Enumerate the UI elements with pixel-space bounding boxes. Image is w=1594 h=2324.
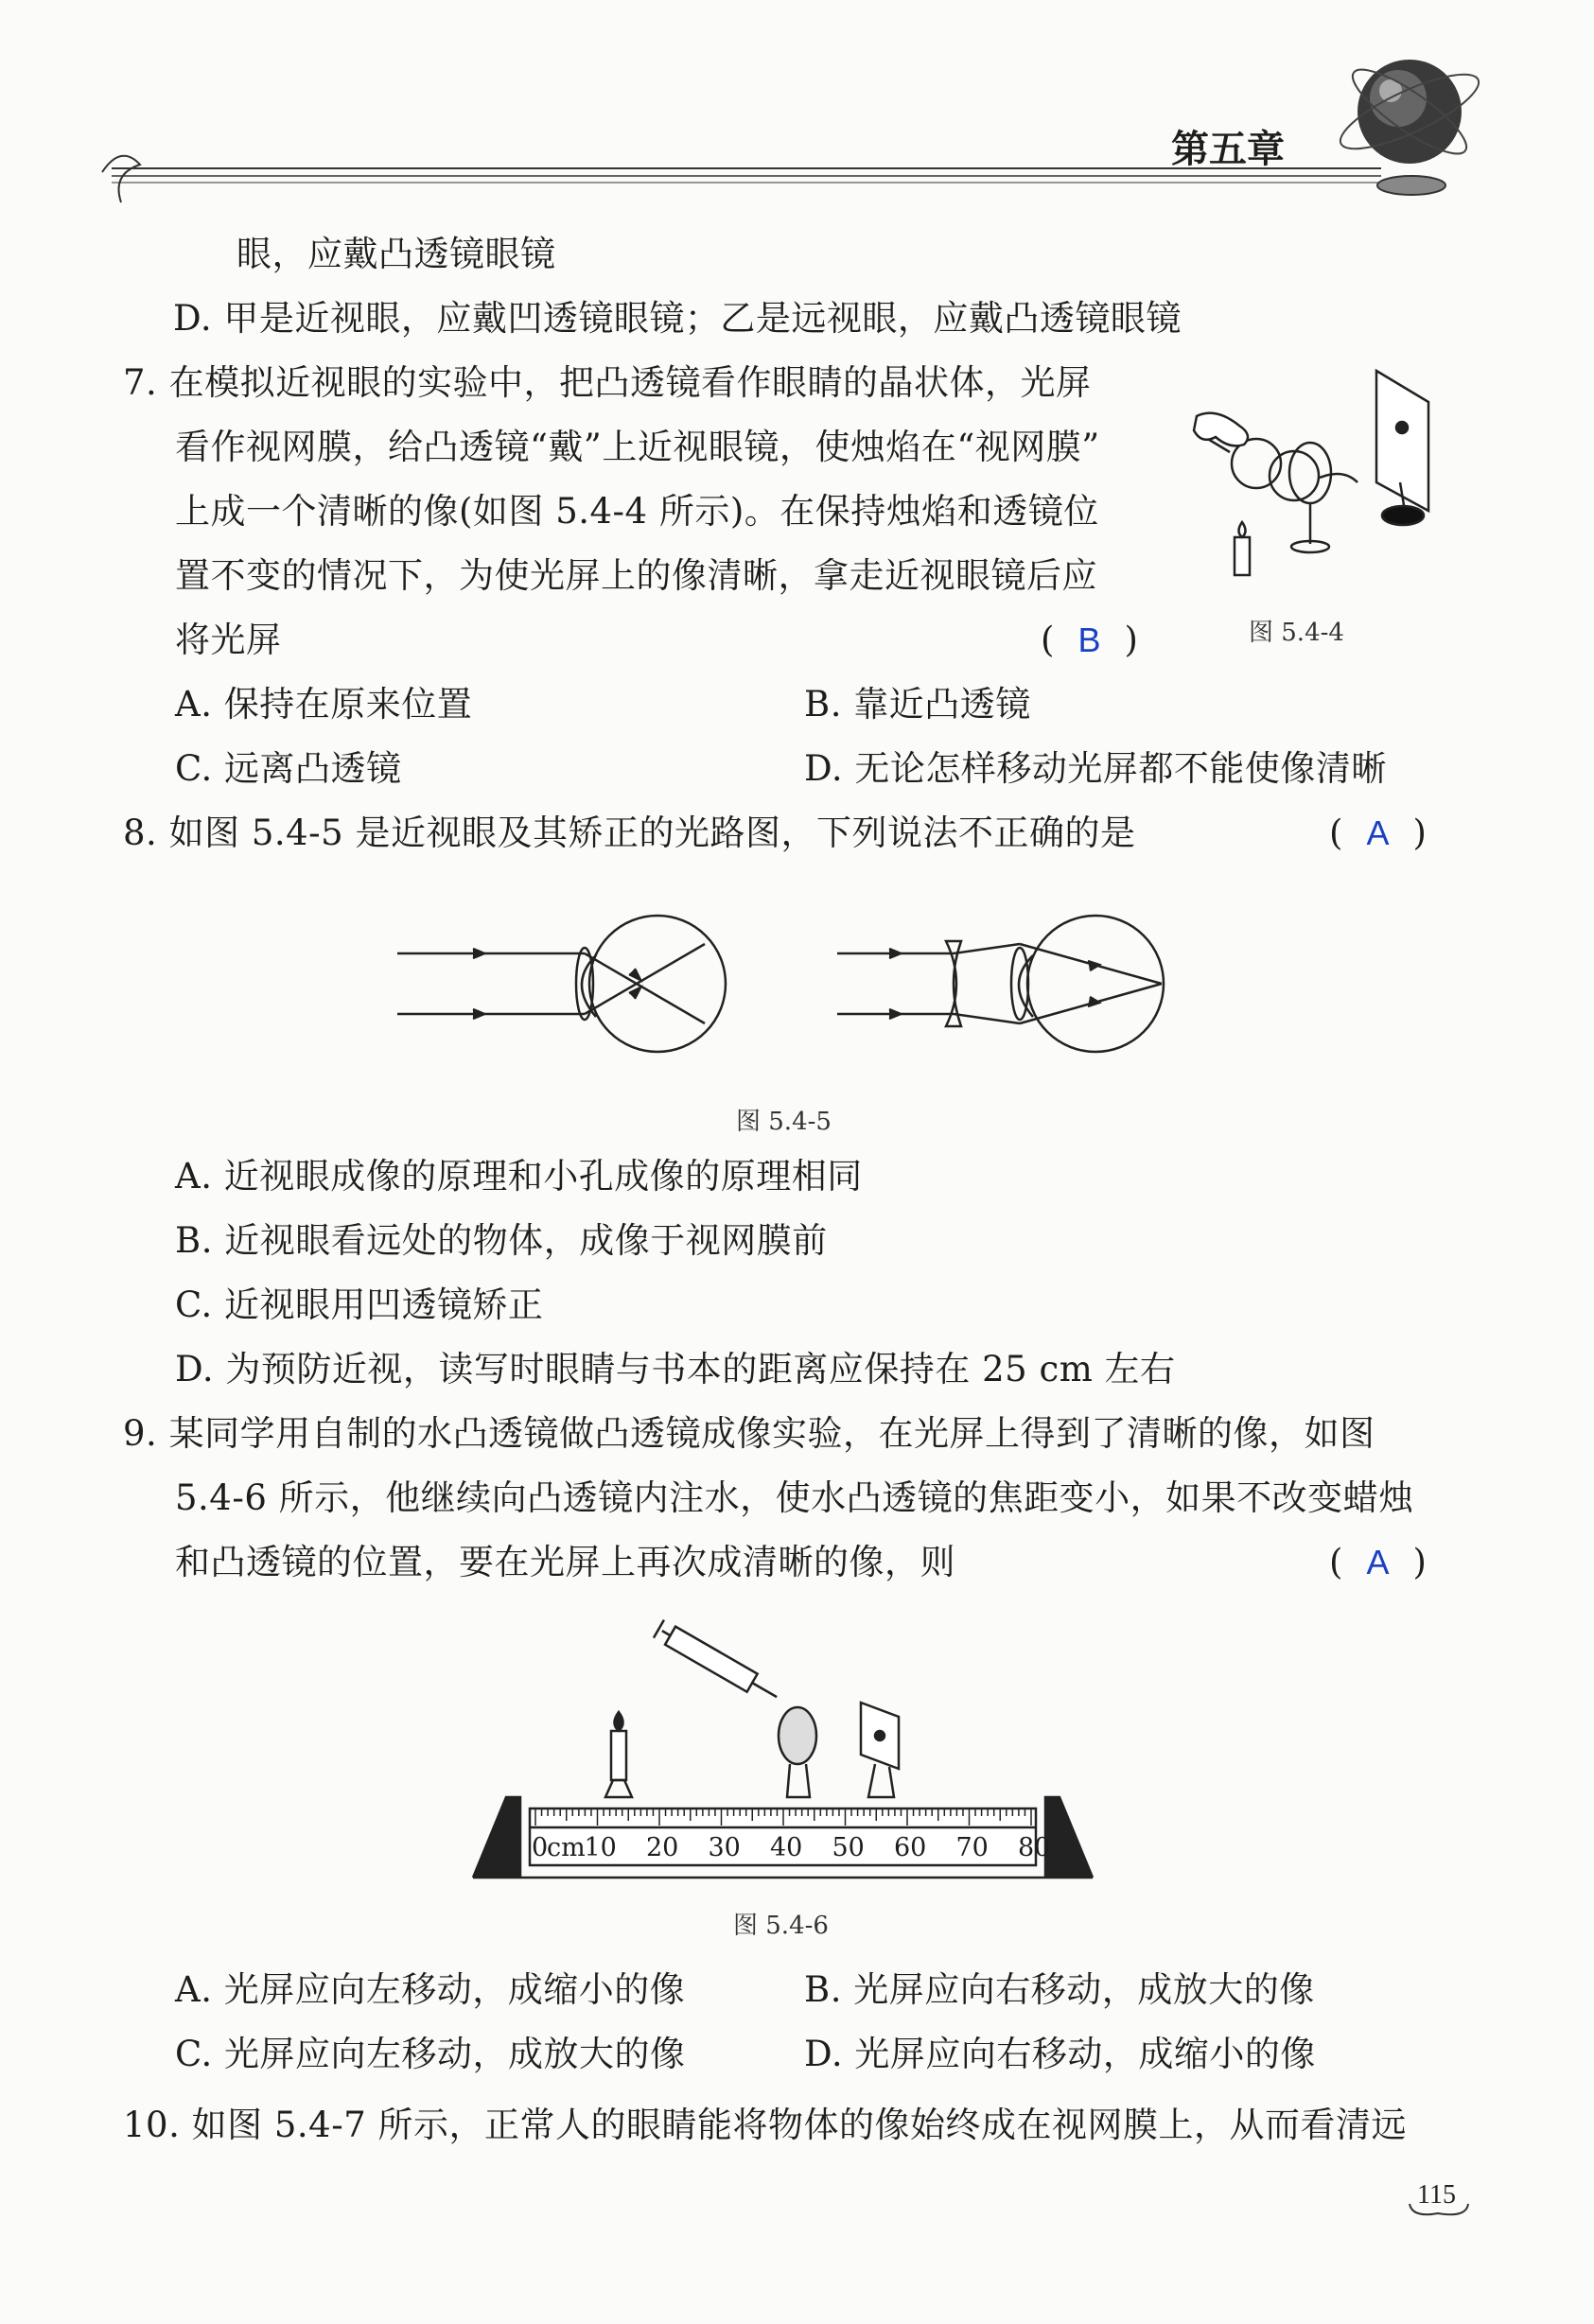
figure-5-4-5-caption: 图 5.4-5 <box>736 1108 832 1136</box>
question-9-option-b: B. 光屏应向右移动，成放大的像 <box>804 1969 1315 2010</box>
question-7-option-d: D. 无论怎样移动光屏都不能使像清晰 <box>804 748 1387 789</box>
question-8-option-d: D. 为预防近视，读写时眼睛与书本的距离应保持在 25 cm 左右 <box>175 1349 1176 1389</box>
question-9-option-a: A. 光屏应向左移动，成缩小的像 <box>175 1969 686 2010</box>
question-7-line-1: 7. 在模拟近视眼的实验中，把凸透镜看作眼睛的晶状体，光屏 <box>123 362 1092 403</box>
ruler-tick-label: 30 <box>708 1833 741 1862</box>
page-number: 115 <box>1417 2180 1456 2210</box>
question-7-line-5: 将光屏 <box>175 620 282 660</box>
question-7-option-b: B. 靠近凸透镜 <box>804 684 1031 725</box>
answer-text: A <box>1366 1543 1390 1581</box>
ruler-unit-label: cm <box>547 1833 586 1862</box>
ruler-tick-label: 60 <box>894 1833 927 1862</box>
figure-5-4-4-caption: 图 5.4-4 <box>1249 619 1344 647</box>
question-9-line-1: 9. 某同学用自制的水凸透镜做凸透镜成像实验，在光屏上得到了清晰的像，如图 <box>123 1413 1375 1454</box>
ruler-tick-label: 0 <box>532 1833 549 1862</box>
question-8-line-1: 8. 如图 5.4-5 是近视眼及其矫正的光路图，下列说法不正确的是 <box>123 813 1136 853</box>
ruler-tick-label: 80 <box>1018 1833 1051 1862</box>
question-8-answer: ( A ) <box>1329 813 1428 853</box>
chapter-title: 第五章 <box>1171 127 1285 171</box>
question-9-option-d: D. 光屏应向右移动，成缩小的像 <box>804 2034 1316 2074</box>
question-9-answer: ( A ) <box>1329 1542 1428 1582</box>
question-7-option-c: C. 远离凸透镜 <box>175 748 402 789</box>
question-7-line-4: 置不变的情况下，为使光屏上的像清晰，拿走近视眼镜后应 <box>175 555 1097 596</box>
question-6-option-d: D. 甲是近视眼，应戴凹透镜眼镜；乙是远视眼，应戴凸透镜眼镜 <box>173 298 1182 339</box>
question-8-option-c: C. 近视眼用凹透镜矫正 <box>175 1284 544 1325</box>
question-10-line-1: 10. 如图 5.4-7 所示，正常人的眼睛能将物体的像始终成在视网膜上，从而看清远 <box>123 2105 1408 2145</box>
answer-text: B <box>1077 620 1101 659</box>
question-8-option-b: B. 近视眼看远处的物体，成像于视网膜前 <box>175 1220 828 1261</box>
answer-text: A <box>1366 813 1390 852</box>
question-9-line-2: 5.4-6 所示，他继续向凸透镜内注水，使水凸透镜的焦距变小，如果不改变蜡烛 <box>175 1477 1414 1518</box>
question-6-continuation: 眼，应戴凸透镜眼镜 <box>236 234 556 274</box>
ruler-tick-label: 70 <box>955 1833 989 1862</box>
question-9-option-c: C. 光屏应向左移动，成放大的像 <box>175 2034 686 2074</box>
ruler-tick-label: 40 <box>770 1833 803 1862</box>
ruler-tick-label: 50 <box>832 1833 865 1862</box>
question-8-option-a: A. 近视眼成像的原理和小孔成像的原理相同 <box>175 1156 863 1197</box>
question-7-line-2: 看作视网膜，给凸透镜“戴”上近视眼镜，使烛焰在“视网膜” <box>175 427 1100 467</box>
question-7-option-a: A. 保持在原来位置 <box>175 684 473 725</box>
question-7-line-3: 上成一个清晰的像(如图 5.4-4 所示)。在保持烛焰和透镜位 <box>175 491 1099 532</box>
question-9-line-3: 和凸透镜的位置，要在光屏上再次成清晰的像，则 <box>175 1542 955 1582</box>
question-7-answer: ( B ) <box>1041 620 1139 660</box>
figure-5-4-6-caption: 图 5.4-6 <box>733 1912 829 1940</box>
ruler-tick-label: 10 <box>584 1833 617 1862</box>
ruler-tick-label: 20 <box>646 1833 679 1862</box>
